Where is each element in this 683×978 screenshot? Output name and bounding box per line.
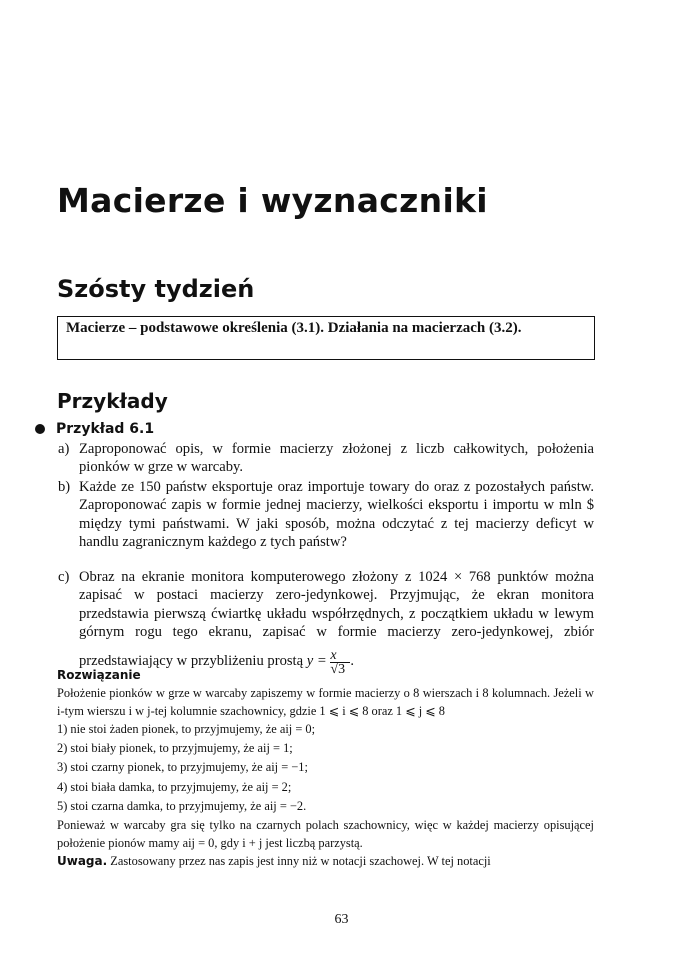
note-text: Zastosowany przez nas zapis jest inny niż w notacji szachowej. W tej notacji [110, 854, 491, 869]
example-items [57, 440, 594, 678]
item-text: Zaproponować opis, w formie macierzy złożonej z liczb całkowitych, położenia pionków w grze w warcaby. [79, 441, 594, 476]
page-number: 63 [334, 912, 349, 927]
solution-note [57, 852, 594, 870]
formula-fraction [330, 647, 350, 677]
solution-title: Rozwiązanie [57, 668, 141, 682]
list-item [57, 440, 594, 478]
example-header [35, 421, 154, 437]
chapter-title: Macierze i wyznaczniki [57, 181, 488, 220]
solution-body [57, 684, 594, 870]
solution-case: 5) stoi czarna damka, to przyjmujemy, że aij = −2. [57, 798, 307, 813]
solution-case: 2) stoi biały pionek, to przyjmujemy, że aij = 1; [57, 741, 293, 756]
formula-numerator: x [330, 650, 350, 663]
example-title: Przykład 6.1 [56, 421, 155, 437]
topics-box [57, 316, 595, 360]
item-letter: b) [58, 479, 71, 495]
formula-lhs: y = [306, 652, 327, 669]
bullet-icon [35, 424, 45, 434]
solution-intro: Położenie pionków w grze w warcaby zapiszemy w formie macierzy o 8 wierszach i 8 kolumnach. Jeżeli w i-tym wierszu i w j-tej kolumnie szachownicy, gdzie 1 ⩽ i ⩽ 8 oraz 1 ⩽ j ⩽ 8 [57, 686, 594, 718]
section-title: Szósty tydzień [57, 275, 255, 303]
solution-paragraph: Ponieważ w warcaby gra się tylko na czarnych polach szachownicy, więc w każdej macierzy opisującej położenie pionów mamy aij = 0, gdy i + j jest liczbą parzystą. [57, 818, 594, 851]
item-text [79, 568, 594, 677]
solution-case: 4) stoi biała damka, to przyjmujemy, że aij = 2; [57, 779, 292, 794]
item-text: Każde ze 150 państw eksportuje oraz importuje towary do oraz z pozostałych państw. Zaproponować zapis w formie jednej macierzy, wielkości eksportu i importu w mln $ między tymi państwami. W jaki sposób, można odczytać z tej macierzy deficyt w handlu zagranicznym każdego z tych państw? [79, 479, 594, 551]
formula-end: . [350, 652, 355, 669]
topics-text: Macierze – podstawowe określenia (3.1). Działania na macierzach (3.2). [66, 320, 522, 336]
item-letter: c) [58, 569, 70, 585]
list-item [57, 568, 594, 678]
item-text-body: Obraz na ekranie monitora komputerowego złożony z 1024 × 768 punktów można zapisać w postaci macierzy zero-jedynkowej. Przyjmując, że ekran monitora przedstawia pierwszą ćwiartkę układu współrzędnych, z początkiem układu w lewym górnym rogu tego ekranu, zapisać w formie macierzy zero-jedynkowej, zbiór przedstawiający w przybliżeniu prostą [79, 569, 594, 669]
formula-denominator: √3 [330, 661, 346, 677]
note-label: Uwaga. [57, 854, 108, 869]
item-letter: a) [58, 441, 70, 457]
solution-case: 1) nie stoi żaden pionek, to przyjmujemy, że aij = 0; [57, 722, 316, 736]
subsection-title: Przykłady [57, 389, 168, 413]
solution-case: 3) stoi czarny pionek, to przyjmujemy, że aij = −1; [57, 760, 308, 775]
list-item [57, 478, 594, 568]
